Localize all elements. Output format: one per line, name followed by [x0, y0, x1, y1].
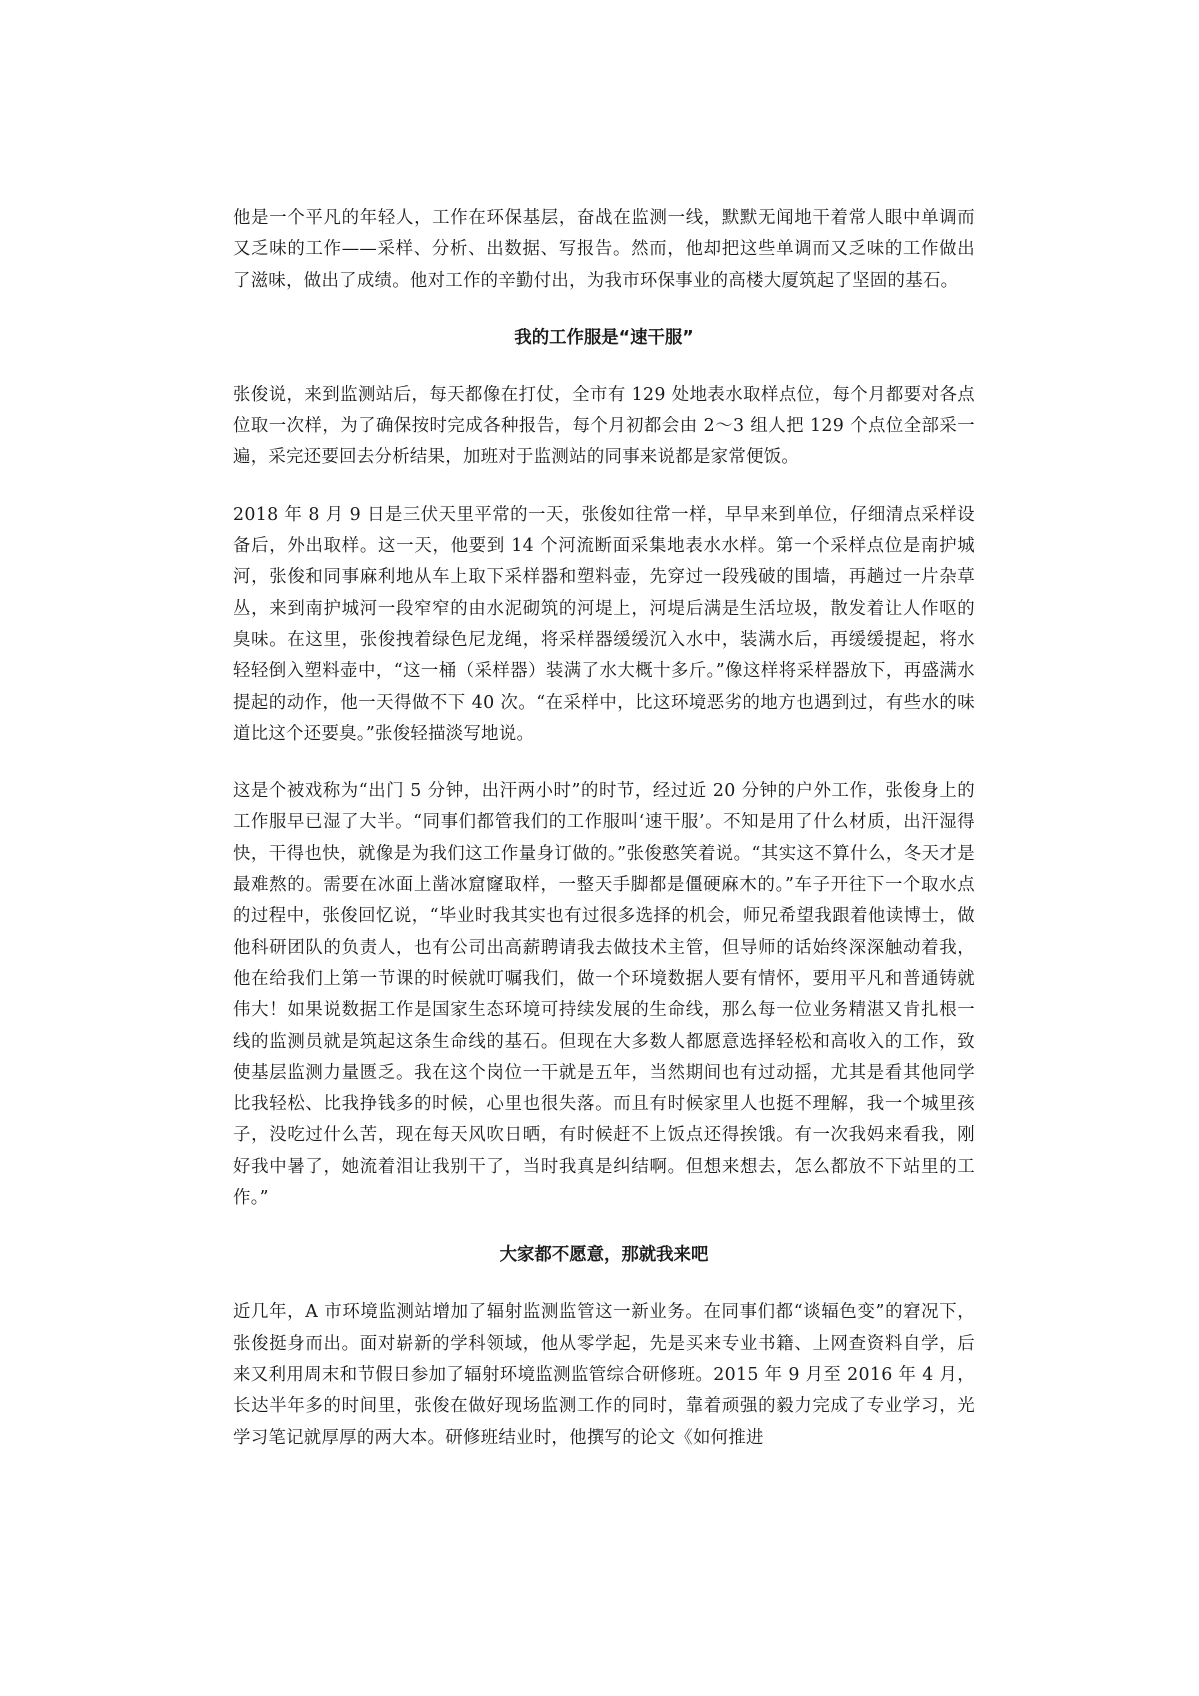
intro-paragraph: 他是一个平凡的年轻人，工作在环保基层，奋战在监测一线，默默无闻地干着常人眼中单调而又乏味的工作——采样、分析、出数据、写报告。然而，他却把这些单调而又乏味的工作做出了滋味，做出了成绩。他对工作的辛勤付出，为我市环保事业的高楼大厦筑起了坚固的基石。: [233, 208, 975, 291]
section-heading-volunteer: 大家都不愿意，那就我来吧: [499, 1245, 709, 1266]
document-page: [233, 203, 975, 1454]
section-heading-work-uniform: 我的工作服是“速干服”: [514, 327, 694, 348]
section1-paragraph-3: 这是个被戏称为“出门 5 分钟，出汗两小时”的时节，经过近 20 分钟的户外工作，张俊身上的工作服早已湿了大半。“同事们都管我们的工作服叫‘速干服’。不知是用了什么材质，出汗湿得快，干得也快，就像是为我们这工作量身订做的。”张俊憨笑着说。“其实这不算什么，冬天才是最难熬的。需要在冰面上凿冰窟窿取样，一整天手脚都是僵硬麻木的。”车子开往下一个取水点的过程中，张俊回忆说，“毕业时我其实也有过很多选择的机会，师兄希望我跟着他读博士，做他科研团队的负责人，也有公司出高薪聘请我去做技术主管，但导师的话始终深深触动着我，他在给我们上第一节课的时候就叮嘱我们，做一个环境数据人要有情怀，要用平凡和普通铸就伟大！如果说数据工作是国家生态环境可持续发展的生命线，那么每一位业务精湛又肯扎根一线的监测员就是筑起这条生命线的基石。但现在大多数人都愿意选择轻松和高收入的工作，致使基层监测力量匮乏。我在这个岗位一干就是五年，当然期间也有过动摇，尤其是看其他同学比我轻松、比我挣钱多的时候，心里也很失落。而且有时候家里人也挺不理解，我一个城里孩子，没吃过什么苦，现在每天风吹日晒，有时候赶不上饭点还得挨饿。有一次我妈来看我，刚好我中暑了，她流着泪让我别干了，当时我真是纠结啊。但想来想去，怎么都放不下站里的工作。”: [233, 781, 975, 1209]
section2-paragraph-1: 近几年，A 市环境监测站增加了辐射监测监管这一新业务。在同事们都“谈辐色变”的窘况下，张俊挺身而出。面对崭新的学科领域，他从零学起，先是买来专业书籍、上网查资料自学，后来又利用周末和节假日参加了辐射环境监测监管综合研修班。2015 年 9 月至 2016 年 4 月，长达半年多的时间里，张俊在做好现场监测工作的同时，靠着顽强的毅力完成了专业学习，光学习笔记就厚厚的两大本。研修班结业时，他撰写的论文《如何推进: [233, 1302, 975, 1448]
section1-paragraph-1: 张俊说，来到监测站后，每天都像在打仗，全市有 129 处地表水取样点位，每个月都要对各点位取一次样，为了确保按时完成各种报告，每个月初都会由 2～3 组人把 129 个点位全部采一遍，采完还要回去分析结果，加班对于监测站的同事来说都是家常便饭。: [233, 384, 975, 468]
section1-paragraph-2: 2018 年 8 月 9 日是三伏天里平常的一天，张俊如往常一样，早早来到单位，仔细清点采样设备后，外出取样。这一天，他要到 14 个河流断面采集地表水水样。第一个采样点位是南护城河，张俊和同事麻利地从车上取下采样器和塑料壶，先穿过一段残破的围墙，再趟过一片杂草丛，来到南护城河一段窄窄的由水泥砌筑的河堤上，河堤后满是生活垃圾，散发着让人作呕的臭味。在这里，张俊拽着绿色尼龙绳，将采样器缓缓沉入水中，装满水后，再缓缓提起，将水轻轻倒入塑料壶中，“这一桶（采样器）装满了水大概十多斤。”像这样将采样器放下，再盛满水提起的动作，他一天得做不下 40 次。“在采样中，比这环境恶劣的地方也遇到过，有些水的味道比这个还要臭。”张俊轻描淡写地说。: [233, 504, 975, 744]
